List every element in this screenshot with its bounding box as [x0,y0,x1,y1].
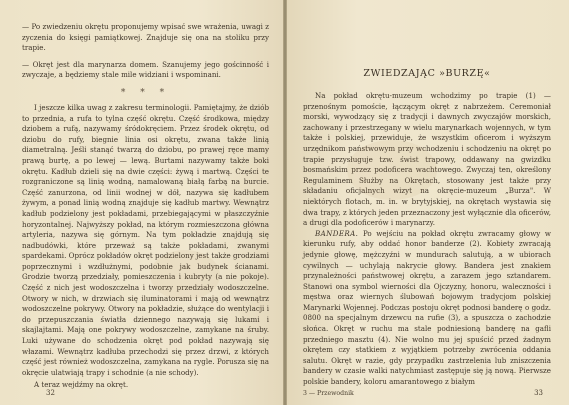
left-paragraph-closing: A teraz wejdźmy na okręt. [34,380,129,390]
footer-label: 3 — Przewodnik [303,390,354,397]
right-page-number: 33 [534,389,543,397]
right-paragraph-bandera [303,229,551,388]
left-page-number: 32 [46,389,55,397]
right-paragraph-trap: Na pokład okrętu-muzeum wchodzimy po trapie (1) — przenośnym pomoście, łączącym okręt z nabrzeżem. Ceremoniał morski, wywodzący się z tradycji i dawnych zwyczajów morskich, zachowany i przestrzegany w wielu marynarkach wojennych, w tym także i polskiej, przewiduje, że wszystkim oficerom i wyższym urzędnikom państwowym przy wchodzeniu i schodzeniu na okręt po trapie przysługuje tzw. świst trapowy, oddawany na gwizdku bosmańskim przez podoficera wachtowego. Zwyczaj ten, określony Regulaminem Służby na Okrętach, stosowany jest także przy składaniu oficjalnych wizyt na okręcie-muzeum „Burza". W niektórych flotach, m. in. w brytyjskiej, na okrętach wystawia się dwa trapy, z których jeden przeznaczony jest wyłącznie dla oficerów, a drugi dla podoficerów i marynarzy. [303,91,551,228]
section-separator: * * * [120,87,171,98]
left-dialog-1: — Po zwiedzeniu okrętu proponujemy wpisać swe wrażenia, uwagi z zyczenia do księgi pamiątkowej. Znajduje się ona na stoliku przy trapie. [22,22,269,53]
right-page [287,0,569,405]
left-dialog-2: — Okręt jest dla marynarza domem. Szanujemy jego gościnność i zwyczaje, a będziemy stale mile widziani i wspominani. [22,59,269,80]
left-paragraph-terminology: I jeszcze kilka uwag z zakresu terminologii. Pamiętajmy, że dziób to przednia, a rufa to tylna część okrętu. Część środkowa, między dziobem a rufą, nazywamy śródokręciem. Przez środek okrętu, od dziobu do rufy, biegnie linia osi okrętu, zwana także linią diametralną. Jeśli stanąć twarzą do dziobu, po prawej ręce mamy prawą burtę, a po lewej — lewą. Burtami nazywamy także boki okrętu. Kadłub dzieli się na dwie części: żywą i martwą. Części te rozgraniczone są linią wodną, namalowaną białą farbą na burcie. Część zanurzona, od linii wodnej w dół, nazywa się kadłubem żywym, a ponad linią wodną znajduje się kadłub martwy. Wewnątrz kadłub podzielony jest pokładami, przebiegającymi w płaszczyźnie horyzontalnej. Najwyższy pokład, na którym rozmieszczona główna artyleria, nazywa się górnym. Na tym pokładzie znajdują się nadbudówki, które przeważ są także pokładami, zwanymi spardekami. Oprócz pokładów okręt podzielony jest także grodziami poprzecznymi i wzdłużnymi, podobnie jak budynek ścianami. Grodzie tworzą przedziały, pomieszczenia i kubryty (a nie pokoje). Część z nich jest wodoszczelna i tworzy przedziały wodoszczelne. Otwory w nich, w drzwiach się iluminatorami i mają od wewnątrz wodoszczelne pokrywy. Otwory na pokładzie, służące do wentylacji i do przepuszczania światła dziennego nazywają się lukami i skajlajtami. Mają one pokrywy wodoszczelne, zamykane na śruby. Luki używane do schodzenia okręt pod pokład nazywają się włazami. Wewnątrz kadłuba przechodzi się przez drzwi, z których część jest również wodoszczelna, zamykana na rygle. Porusza się na okręcie ulatwiają trapy i schodnie (a nie schody). [22,102,269,377]
chapter-title: ZWIEDZAJĄC »BURZĘ« [363,68,491,79]
bandera-text: Po wejściu na pokład okrętu zwracamy głowy w kierunku rufy, aby oddać honor banderze (2). Kobiety zwracają jedynie głowę, mężczyźni w mundurach salutują, a w ubiorach cywilnych — uchylają nakrycie głowy. Bandera jest znakiem przynależności państwowej okrętu, a zarazem jego sztandarem. Stanowi ona symbol wierności dla Ojczyzny, honoru, waleczności i męstwa oraz wiernych ślubowań bojowym tradycjom polskiej Marynarki Wojennej. Podczas postoju okręt podnosi banderę o godz. 0800 na specjalnym drzewcu na rufie (3), a spuszcza o zachodzie słońca. Okręt w ruchu ma stale podniesioną banderę na gafli przedniego masztu (4). Nie wolno mu jej spuścić przed żadnym okrętem czy statkiem z wyjątkiem potrzeby zwrócenia oddania salutu. Okręt w razie, gdy przypadku zastrzelenia lub zniszczenia bandery w czasie walki natychmiast zastępuje się ją nową. Pierwsze polskie bandery, koloru amarantowego z białym [303,228,551,387]
left-page [0,0,283,405]
bandera-lead: BANDERA. [315,228,359,238]
